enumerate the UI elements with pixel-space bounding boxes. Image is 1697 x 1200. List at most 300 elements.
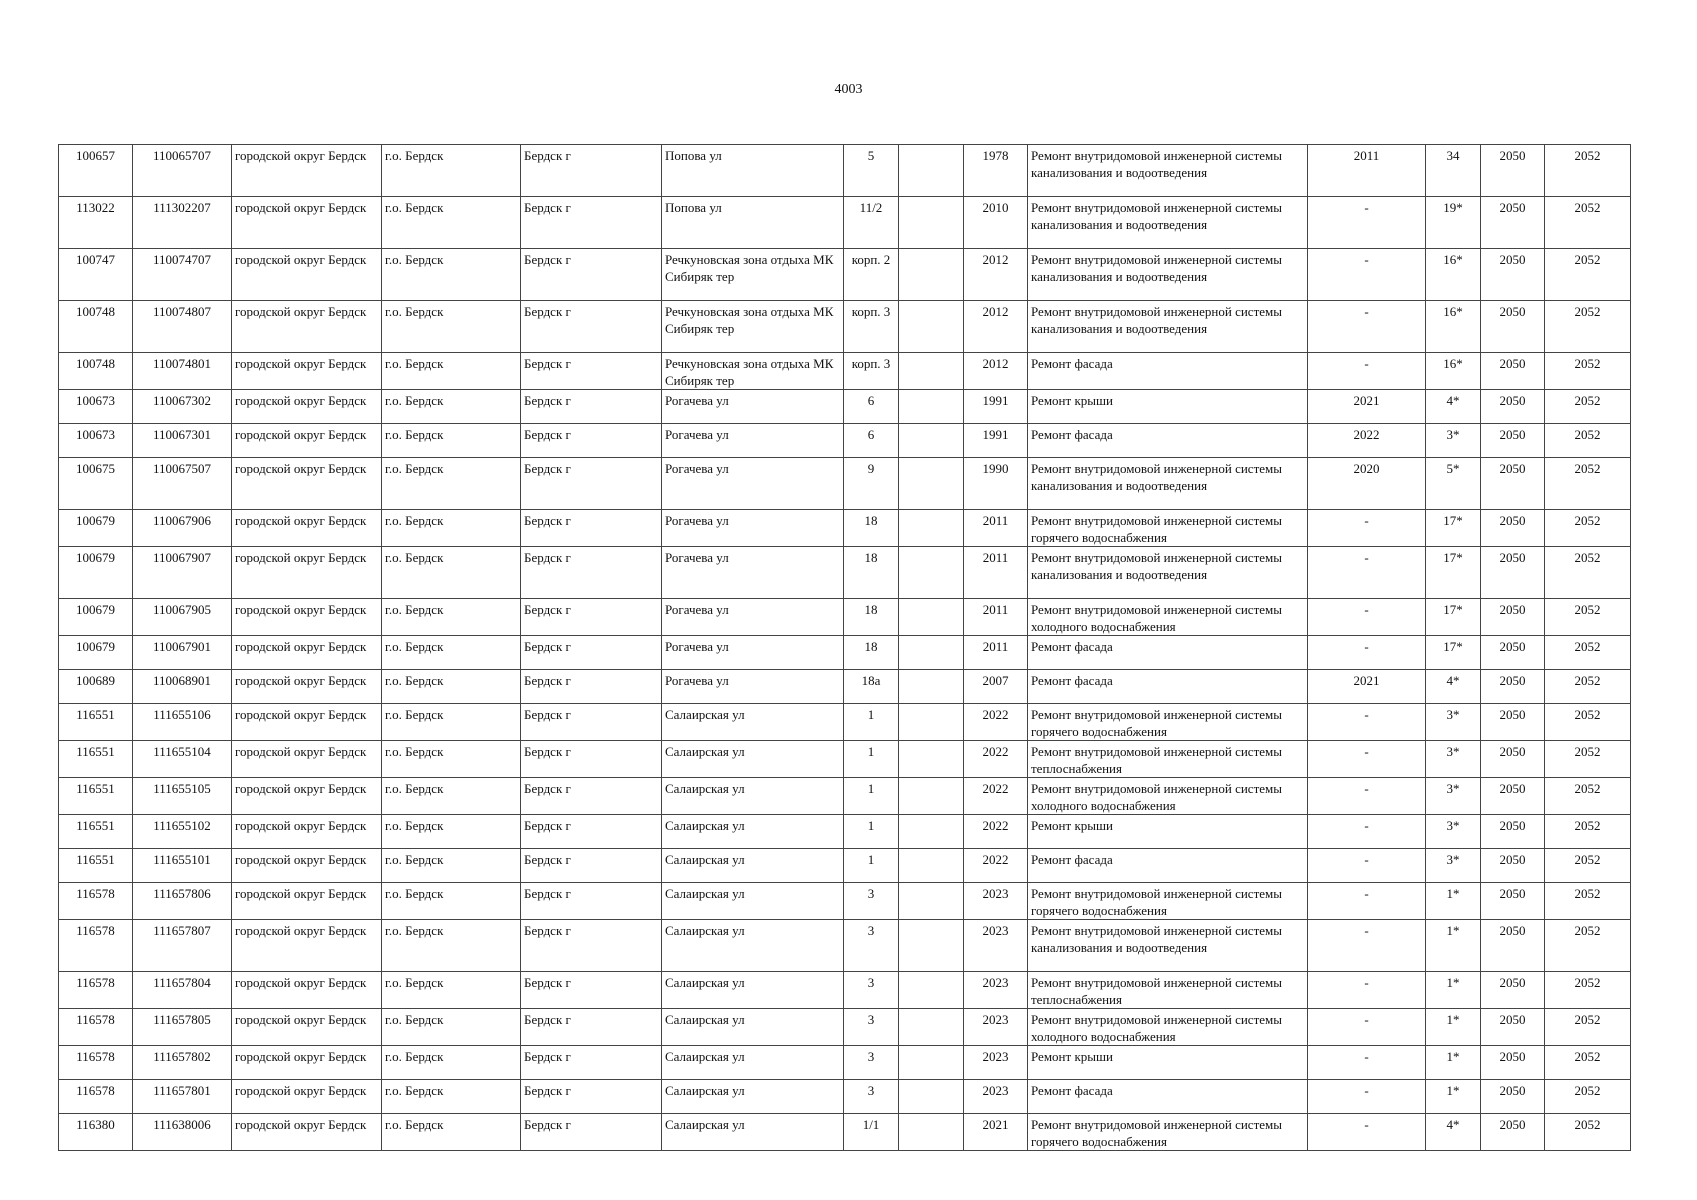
extra-cell: [899, 145, 964, 197]
plan-to-cell: 2052: [1545, 849, 1631, 883]
plan-to-cell: 2052: [1545, 390, 1631, 424]
district-cell: г.о. Бердск: [382, 458, 521, 510]
work-id-cell: 111655104: [133, 741, 232, 778]
house-id-cell: 116551: [59, 849, 133, 883]
plan-to-cell: 2052: [1545, 704, 1631, 741]
district-cell: г.о. Бердск: [382, 849, 521, 883]
municipality-cell: городской округ Бердск: [232, 778, 382, 815]
plan-to-cell: 2052: [1545, 197, 1631, 249]
locality-cell: Бердск г: [521, 741, 662, 778]
work-id-cell: 111655106: [133, 704, 232, 741]
table-row: [59, 353, 1631, 390]
plan-to-cell: 2052: [1545, 1009, 1631, 1046]
street-cell: Салаирская ул: [662, 849, 844, 883]
table-row: [59, 1114, 1631, 1151]
municipality-cell: городской округ Бердск: [232, 883, 382, 920]
year-built-cell: 2011: [964, 599, 1028, 636]
extra-cell: [899, 301, 964, 353]
service-life-cell: 16*: [1426, 353, 1481, 390]
work-type-cell: Ремонт внутридомовой инженерной системы горячего водоснабжения: [1028, 1114, 1308, 1151]
work-id-cell: 110074707: [133, 249, 232, 301]
plan-from-cell: 2050: [1481, 1046, 1545, 1080]
plan-from-cell: 2050: [1481, 849, 1545, 883]
service-life-cell: 17*: [1426, 636, 1481, 670]
year-built-cell: 1991: [964, 390, 1028, 424]
service-life-cell: 34: [1426, 145, 1481, 197]
work-id-cell: 111655102: [133, 815, 232, 849]
house-id-cell: 100748: [59, 353, 133, 390]
house-number-cell: 3: [844, 883, 899, 920]
service-life-cell: 1*: [1426, 883, 1481, 920]
table-row: [59, 1046, 1631, 1080]
municipality-cell: городской округ Бердск: [232, 849, 382, 883]
house-number-cell: 9: [844, 458, 899, 510]
street-cell: Рогачева ул: [662, 510, 844, 547]
extra-cell: [899, 670, 964, 704]
extra-cell: [899, 778, 964, 815]
house-number-cell: корп. 3: [844, 353, 899, 390]
plan-to-cell: 2052: [1545, 1114, 1631, 1151]
table-row: [59, 510, 1631, 547]
service-life-cell: 1*: [1426, 972, 1481, 1009]
work-id-cell: 110067906: [133, 510, 232, 547]
year-built-cell: 2012: [964, 353, 1028, 390]
locality-cell: Бердск г: [521, 778, 662, 815]
extra-cell: [899, 920, 964, 972]
house-id-cell: 100679: [59, 599, 133, 636]
table-row: [59, 972, 1631, 1009]
locality-cell: Бердск г: [521, 301, 662, 353]
year-built-cell: 2012: [964, 301, 1028, 353]
house-id-cell: 116578: [59, 883, 133, 920]
work-type-cell: Ремонт фасада: [1028, 424, 1308, 458]
street-cell: Рогачева ул: [662, 670, 844, 704]
plan-from-cell: 2050: [1481, 510, 1545, 547]
plan-to-cell: 2052: [1545, 815, 1631, 849]
work-id-cell: 111657804: [133, 972, 232, 1009]
house-number-cell: 11/2: [844, 197, 899, 249]
service-life-cell: 3*: [1426, 849, 1481, 883]
plan-from-cell: 2050: [1481, 670, 1545, 704]
district-cell: г.о. Бердск: [382, 1114, 521, 1151]
street-cell: Салаирская ул: [662, 1009, 844, 1046]
year-built-cell: 1990: [964, 458, 1028, 510]
work-type-cell: Ремонт внутридомовой инженерной системы горячего водоснабжения: [1028, 510, 1308, 547]
service-life-cell: 19*: [1426, 197, 1481, 249]
table-row: [59, 636, 1631, 670]
house-id-cell: 116578: [59, 1080, 133, 1114]
repair-registry-table: [58, 144, 1631, 1151]
plan-from-cell: 2050: [1481, 704, 1545, 741]
work-type-cell: Ремонт внутридомовой инженерной системы канализования и водоотведения: [1028, 920, 1308, 972]
work-id-cell: 111638006: [133, 1114, 232, 1151]
work-type-cell: Ремонт внутридомовой инженерной системы канализования и водоотведения: [1028, 197, 1308, 249]
table-row: [59, 815, 1631, 849]
work-type-cell: Ремонт внутридомовой инженерной системы канализования и водоотведения: [1028, 145, 1308, 197]
work-id-cell: 111655101: [133, 849, 232, 883]
year-built-cell: 2023: [964, 1080, 1028, 1114]
street-cell: Речкуновская зона отдыха МК Сибиряк тер: [662, 249, 844, 301]
service-life-cell: 1*: [1426, 1009, 1481, 1046]
locality-cell: Бердск г: [521, 145, 662, 197]
last-repair-cell: -: [1308, 1046, 1426, 1080]
work-id-cell: 110067507: [133, 458, 232, 510]
year-built-cell: 2022: [964, 815, 1028, 849]
extra-cell: [899, 636, 964, 670]
house-id-cell: 116578: [59, 1009, 133, 1046]
house-id-cell: 100689: [59, 670, 133, 704]
plan-to-cell: 2052: [1545, 599, 1631, 636]
locality-cell: Бердск г: [521, 353, 662, 390]
extra-cell: [899, 883, 964, 920]
service-life-cell: 16*: [1426, 301, 1481, 353]
last-repair-cell: -: [1308, 741, 1426, 778]
street-cell: Салаирская ул: [662, 741, 844, 778]
work-id-cell: 111657805: [133, 1009, 232, 1046]
plan-to-cell: 2052: [1545, 458, 1631, 510]
house-id-cell: 116380: [59, 1114, 133, 1151]
last-repair-cell: -: [1308, 972, 1426, 1009]
last-repair-cell: -: [1308, 1114, 1426, 1151]
service-life-cell: 3*: [1426, 741, 1481, 778]
municipality-cell: городской округ Бердск: [232, 599, 382, 636]
locality-cell: Бердск г: [521, 1046, 662, 1080]
plan-from-cell: 2050: [1481, 1080, 1545, 1114]
work-id-cell: 111657801: [133, 1080, 232, 1114]
locality-cell: Бердск г: [521, 249, 662, 301]
street-cell: Салаирская ул: [662, 1114, 844, 1151]
work-type-cell: Ремонт внутридомовой инженерной системы холодного водоснабжения: [1028, 778, 1308, 815]
street-cell: Речкуновская зона отдыха МК Сибиряк тер: [662, 301, 844, 353]
table-row: [59, 883, 1631, 920]
municipality-cell: городской округ Бердск: [232, 670, 382, 704]
street-cell: Салаирская ул: [662, 972, 844, 1009]
service-life-cell: 1*: [1426, 1046, 1481, 1080]
plan-from-cell: 2050: [1481, 815, 1545, 849]
locality-cell: Бердск г: [521, 815, 662, 849]
year-built-cell: 2021: [964, 1114, 1028, 1151]
municipality-cell: городской округ Бердск: [232, 815, 382, 849]
street-cell: Салаирская ул: [662, 920, 844, 972]
municipality-cell: городской округ Бердск: [232, 920, 382, 972]
plan-to-cell: 2052: [1545, 1080, 1631, 1114]
locality-cell: Бердск г: [521, 670, 662, 704]
house-id-cell: 100747: [59, 249, 133, 301]
table-row: [59, 741, 1631, 778]
table-row: [59, 849, 1631, 883]
service-life-cell: 4*: [1426, 390, 1481, 424]
service-life-cell: 3*: [1426, 424, 1481, 458]
house-id-cell: 116551: [59, 815, 133, 849]
district-cell: г.о. Бердск: [382, 778, 521, 815]
street-cell: Попова ул: [662, 197, 844, 249]
page-number: 4003: [834, 82, 863, 97]
last-repair-cell: -: [1308, 1009, 1426, 1046]
house-number-cell: 18: [844, 547, 899, 599]
last-repair-cell: -: [1308, 883, 1426, 920]
district-cell: г.о. Бердск: [382, 301, 521, 353]
service-life-cell: 4*: [1426, 670, 1481, 704]
house-id-cell: 116551: [59, 741, 133, 778]
locality-cell: Бердск г: [521, 883, 662, 920]
house-number-cell: 1: [844, 741, 899, 778]
year-built-cell: 2023: [964, 1009, 1028, 1046]
table-row: [59, 145, 1631, 197]
extra-cell: [899, 458, 964, 510]
service-life-cell: 16*: [1426, 249, 1481, 301]
house-number-cell: 1: [844, 704, 899, 741]
street-cell: Салаирская ул: [662, 815, 844, 849]
last-repair-cell: -: [1308, 599, 1426, 636]
table-row: [59, 390, 1631, 424]
work-type-cell: Ремонт внутридомовой инженерной системы канализования и водоотведения: [1028, 458, 1308, 510]
last-repair-cell: -: [1308, 510, 1426, 547]
year-built-cell: 2010: [964, 197, 1028, 249]
work-type-cell: Ремонт крыши: [1028, 390, 1308, 424]
work-type-cell: Ремонт внутридомовой инженерной системы холодного водоснабжения: [1028, 599, 1308, 636]
service-life-cell: 5*: [1426, 458, 1481, 510]
municipality-cell: городской округ Бердск: [232, 1114, 382, 1151]
house-number-cell: корп. 3: [844, 301, 899, 353]
plan-from-cell: 2050: [1481, 778, 1545, 815]
year-built-cell: 2022: [964, 704, 1028, 741]
work-id-cell: 110068901: [133, 670, 232, 704]
extra-cell: [899, 510, 964, 547]
house-number-cell: 6: [844, 424, 899, 458]
plan-from-cell: 2050: [1481, 883, 1545, 920]
year-built-cell: 2023: [964, 883, 1028, 920]
district-cell: г.о. Бердск: [382, 1009, 521, 1046]
service-life-cell: 17*: [1426, 547, 1481, 599]
plan-to-cell: 2052: [1545, 510, 1631, 547]
house-id-cell: 100673: [59, 390, 133, 424]
district-cell: г.о. Бердск: [382, 510, 521, 547]
year-built-cell: 2011: [964, 510, 1028, 547]
plan-from-cell: 2050: [1481, 249, 1545, 301]
house-number-cell: 1/1: [844, 1114, 899, 1151]
last-repair-cell: 2021: [1308, 390, 1426, 424]
locality-cell: Бердск г: [521, 547, 662, 599]
work-id-cell: 111302207: [133, 197, 232, 249]
work-type-cell: Ремонт внутридомовой инженерной системы канализования и водоотведения: [1028, 547, 1308, 599]
work-id-cell: 110067905: [133, 599, 232, 636]
locality-cell: Бердск г: [521, 1080, 662, 1114]
district-cell: г.о. Бердск: [382, 1080, 521, 1114]
plan-to-cell: 2052: [1545, 972, 1631, 1009]
last-repair-cell: -: [1308, 1080, 1426, 1114]
work-id-cell: 110067901: [133, 636, 232, 670]
work-id-cell: 110074807: [133, 301, 232, 353]
district-cell: г.о. Бердск: [382, 741, 521, 778]
plan-from-cell: 2050: [1481, 920, 1545, 972]
plan-to-cell: 2052: [1545, 778, 1631, 815]
municipality-cell: городской округ Бердск: [232, 510, 382, 547]
table-row: [59, 1009, 1631, 1046]
year-built-cell: 2023: [964, 972, 1028, 1009]
table-row: [59, 599, 1631, 636]
house-id-cell: 116578: [59, 972, 133, 1009]
table-row: [59, 670, 1631, 704]
plan-from-cell: 2050: [1481, 353, 1545, 390]
work-id-cell: 110067301: [133, 424, 232, 458]
table-row: [59, 458, 1631, 510]
extra-cell: [899, 390, 964, 424]
work-type-cell: Ремонт фасада: [1028, 353, 1308, 390]
last-repair-cell: -: [1308, 849, 1426, 883]
extra-cell: [899, 849, 964, 883]
last-repair-cell: -: [1308, 778, 1426, 815]
extra-cell: [899, 1080, 964, 1114]
year-built-cell: 2011: [964, 547, 1028, 599]
last-repair-cell: 2021: [1308, 670, 1426, 704]
locality-cell: Бердск г: [521, 972, 662, 1009]
municipality-cell: городской округ Бердск: [232, 458, 382, 510]
plan-from-cell: 2050: [1481, 547, 1545, 599]
extra-cell: [899, 197, 964, 249]
house-number-cell: 6: [844, 390, 899, 424]
plan-to-cell: 2052: [1545, 1046, 1631, 1080]
street-cell: Салаирская ул: [662, 883, 844, 920]
year-built-cell: 2022: [964, 741, 1028, 778]
house-number-cell: корп. 2: [844, 249, 899, 301]
last-repair-cell: -: [1308, 547, 1426, 599]
house-number-cell: 3: [844, 920, 899, 972]
work-type-cell: Ремонт внутридомовой инженерной системы теплоснабжения: [1028, 972, 1308, 1009]
work-type-cell: Ремонт фасада: [1028, 670, 1308, 704]
plan-from-cell: 2050: [1481, 458, 1545, 510]
last-repair-cell: -: [1308, 815, 1426, 849]
plan-to-cell: 2052: [1545, 547, 1631, 599]
last-repair-cell: -: [1308, 301, 1426, 353]
district-cell: г.о. Бердск: [382, 704, 521, 741]
house-number-cell: 1: [844, 849, 899, 883]
district-cell: г.о. Бердск: [382, 599, 521, 636]
service-life-cell: 4*: [1426, 1114, 1481, 1151]
house-id-cell: 116551: [59, 704, 133, 741]
table-row: [59, 301, 1631, 353]
municipality-cell: городской округ Бердск: [232, 636, 382, 670]
district-cell: г.о. Бердск: [382, 249, 521, 301]
extra-cell: [899, 249, 964, 301]
house-number-cell: 3: [844, 1009, 899, 1046]
last-repair-cell: 2022: [1308, 424, 1426, 458]
municipality-cell: городской округ Бердск: [232, 301, 382, 353]
municipality-cell: городской округ Бердск: [232, 1009, 382, 1046]
district-cell: г.о. Бердск: [382, 547, 521, 599]
last-repair-cell: 2011: [1308, 145, 1426, 197]
work-type-cell: Ремонт крыши: [1028, 815, 1308, 849]
service-life-cell: 1*: [1426, 1080, 1481, 1114]
work-type-cell: Ремонт внутридомовой инженерной системы горячего водоснабжения: [1028, 883, 1308, 920]
table-row: [59, 249, 1631, 301]
plan-from-cell: 2050: [1481, 197, 1545, 249]
locality-cell: Бердск г: [521, 849, 662, 883]
extra-cell: [899, 1046, 964, 1080]
municipality-cell: городской округ Бердск: [232, 197, 382, 249]
district-cell: г.о. Бердск: [382, 145, 521, 197]
table-row: [59, 778, 1631, 815]
last-repair-cell: 2020: [1308, 458, 1426, 510]
locality-cell: Бердск г: [521, 1114, 662, 1151]
district-cell: г.о. Бердск: [382, 353, 521, 390]
plan-from-cell: 2050: [1481, 741, 1545, 778]
locality-cell: Бердск г: [521, 599, 662, 636]
street-cell: Рогачева ул: [662, 547, 844, 599]
work-id-cell: 111657806: [133, 883, 232, 920]
table-row: [59, 197, 1631, 249]
district-cell: г.о. Бердск: [382, 670, 521, 704]
house-id-cell: 116578: [59, 1046, 133, 1080]
municipality-cell: городской округ Бердск: [232, 353, 382, 390]
street-cell: Рогачева ул: [662, 599, 844, 636]
district-cell: г.о. Бердск: [382, 1046, 521, 1080]
work-id-cell: 111657802: [133, 1046, 232, 1080]
plan-to-cell: 2052: [1545, 353, 1631, 390]
year-built-cell: 2011: [964, 636, 1028, 670]
house-number-cell: 5: [844, 145, 899, 197]
street-cell: Рогачева ул: [662, 458, 844, 510]
municipality-cell: городской округ Бердск: [232, 547, 382, 599]
year-built-cell: 2022: [964, 849, 1028, 883]
work-id-cell: 110074801: [133, 353, 232, 390]
plan-from-cell: 2050: [1481, 390, 1545, 424]
municipality-cell: городской округ Бердск: [232, 424, 382, 458]
house-number-cell: 18: [844, 636, 899, 670]
extra-cell: [899, 424, 964, 458]
extra-cell: [899, 1114, 964, 1151]
municipality-cell: городской округ Бердск: [232, 249, 382, 301]
house-id-cell: 100748: [59, 301, 133, 353]
house-number-cell: 3: [844, 1080, 899, 1114]
municipality-cell: городской округ Бердск: [232, 1080, 382, 1114]
street-cell: Попова ул: [662, 145, 844, 197]
table-row: [59, 704, 1631, 741]
plan-from-cell: 2050: [1481, 1114, 1545, 1151]
district-cell: г.о. Бердск: [382, 197, 521, 249]
plan-to-cell: 2052: [1545, 920, 1631, 972]
work-type-cell: Ремонт фасада: [1028, 849, 1308, 883]
locality-cell: Бердск г: [521, 636, 662, 670]
work-type-cell: Ремонт внутридомовой инженерной системы канализования и водоотведения: [1028, 301, 1308, 353]
district-cell: г.о. Бердск: [382, 972, 521, 1009]
year-built-cell: 1991: [964, 424, 1028, 458]
district-cell: г.о. Бердск: [382, 920, 521, 972]
extra-cell: [899, 599, 964, 636]
municipality-cell: городской округ Бердск: [232, 145, 382, 197]
district-cell: г.о. Бердск: [382, 636, 521, 670]
plan-to-cell: 2052: [1545, 636, 1631, 670]
street-cell: Рогачева ул: [662, 636, 844, 670]
extra-cell: [899, 1009, 964, 1046]
district-cell: г.о. Бердск: [382, 390, 521, 424]
work-type-cell: Ремонт внутридомовой инженерной системы канализования и водоотведения: [1028, 249, 1308, 301]
year-built-cell: 2022: [964, 778, 1028, 815]
last-repair-cell: -: [1308, 920, 1426, 972]
work-type-cell: Ремонт крыши: [1028, 1046, 1308, 1080]
last-repair-cell: -: [1308, 353, 1426, 390]
service-life-cell: 1*: [1426, 920, 1481, 972]
table-row: [59, 547, 1631, 599]
table-row: [59, 920, 1631, 972]
house-id-cell: 113022: [59, 197, 133, 249]
extra-cell: [899, 547, 964, 599]
service-life-cell: 3*: [1426, 778, 1481, 815]
plan-from-cell: 2050: [1481, 145, 1545, 197]
house-id-cell: 116578: [59, 920, 133, 972]
plan-from-cell: 2050: [1481, 1009, 1545, 1046]
extra-cell: [899, 972, 964, 1009]
year-built-cell: 2007: [964, 670, 1028, 704]
